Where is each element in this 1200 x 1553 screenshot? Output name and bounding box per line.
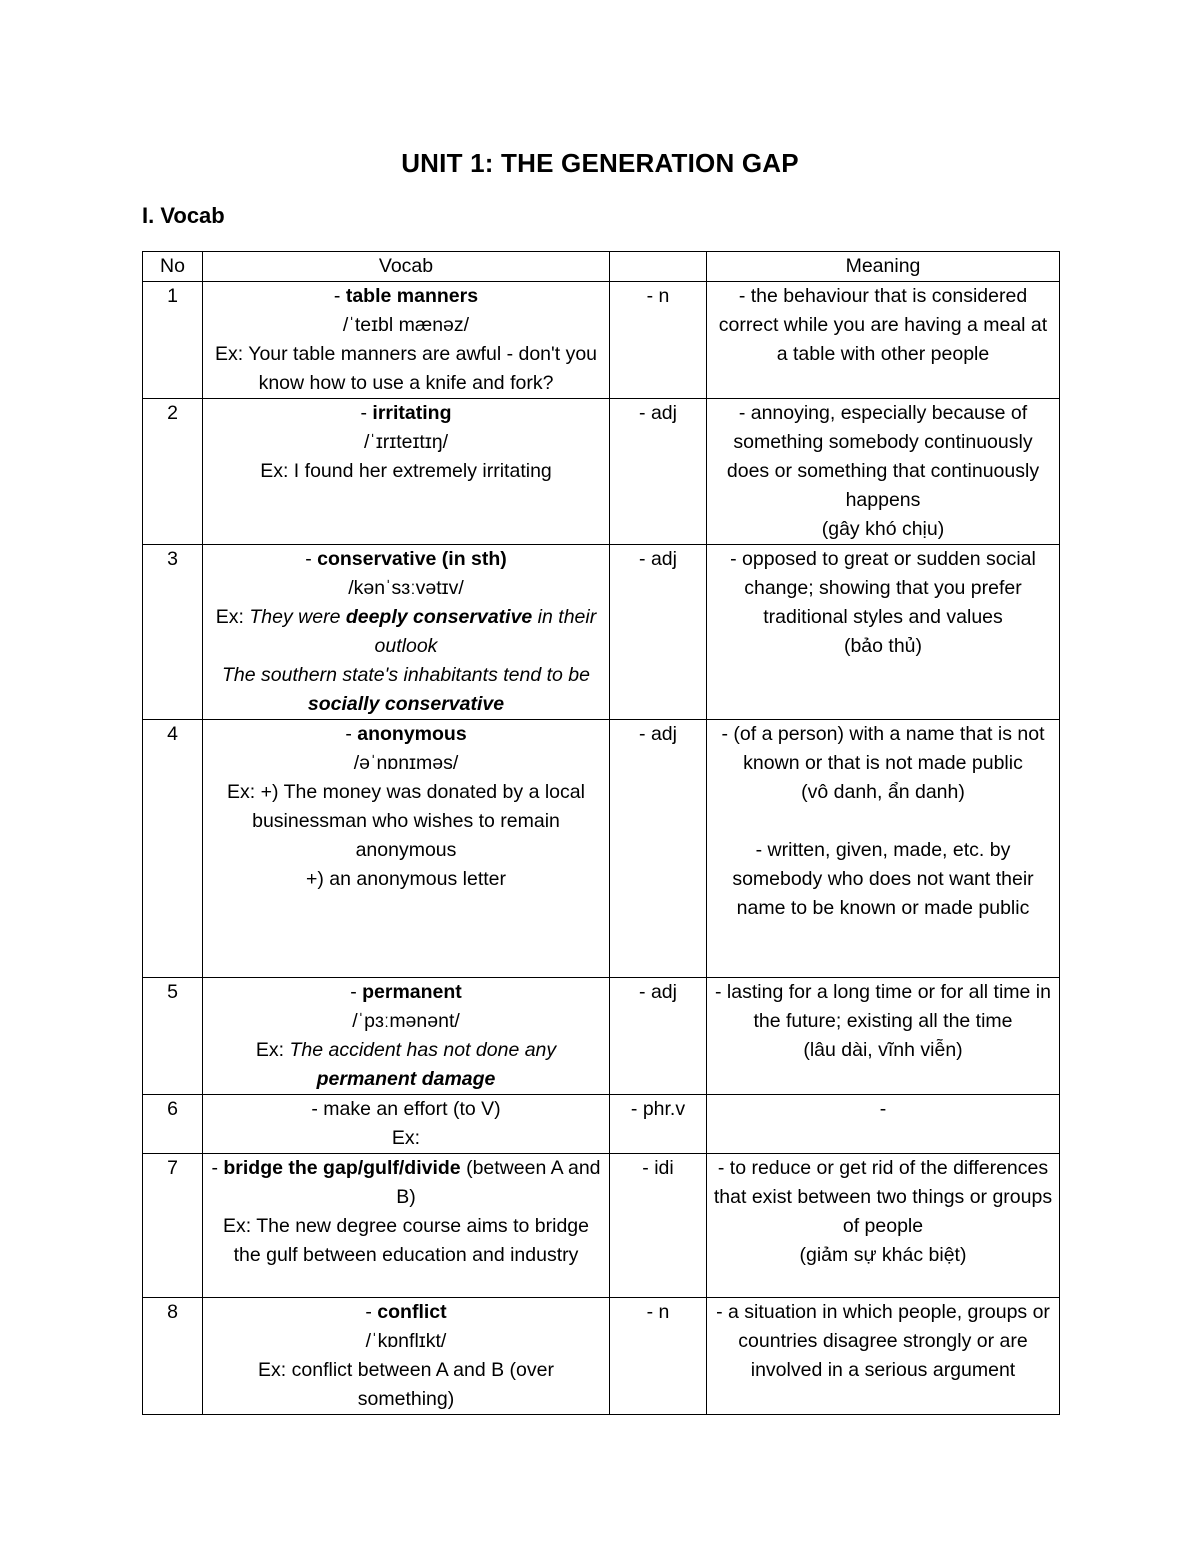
meaning-cell	[707, 1154, 1060, 1298]
table-row	[143, 399, 1060, 545]
word-prefix: -	[211, 1157, 224, 1179]
table-row	[143, 1154, 1060, 1298]
meaning-cell	[707, 978, 1060, 1095]
pronunciation: /əˈnɒnɪməs/	[353, 752, 459, 774]
meaning-text: - annoying, especially because of something somebody continuously does or something that continuously happens	[726, 402, 1040, 511]
meaning-text: -	[879, 1098, 887, 1120]
table-row	[143, 1298, 1060, 1415]
vocab-word: conflict	[377, 1301, 447, 1323]
table-row	[143, 282, 1060, 399]
meaning-text: - (of a person) with a name that is not known or that is not made public	[721, 723, 1045, 774]
meaning-translation: (lâu dài, vĩnh viễn)	[803, 1039, 963, 1061]
pronunciation: /ˈɪrɪteɪtɪŋ/	[363, 431, 449, 453]
meaning-text: - opposed to great or sudden social change; showing that you prefer traditional styles and values	[730, 548, 1036, 628]
meaning-translation: (gây khó chịu)	[821, 518, 945, 540]
table-row	[143, 545, 1060, 720]
meaning-text: - to reduce or get rid of the differences that exist between two things or groups of people	[713, 1157, 1053, 1237]
meaning-translation: (giảm sự khác biệt)	[799, 1244, 967, 1266]
vocab-cell	[203, 978, 610, 1095]
vocab-word: anonymous	[357, 723, 467, 745]
header-pos	[610, 252, 707, 282]
word-prefix: -	[333, 285, 346, 307]
meaning-cell	[707, 282, 1060, 399]
row-number: 4	[143, 720, 203, 978]
meaning-cell	[707, 545, 1060, 720]
pronunciation: /ˈteɪbl mænəz/	[342, 314, 470, 336]
header-meaning: Meaning	[707, 252, 1060, 282]
section-heading: I. Vocab	[142, 203, 225, 228]
meaning-translation: (vô danh, ẩn danh)	[801, 781, 965, 803]
meaning-cell	[707, 1095, 1060, 1154]
table-row	[143, 1095, 1060, 1154]
vocab-word: permanent	[362, 981, 462, 1003]
row-number: 7	[143, 1154, 203, 1298]
part-of-speech: - n	[610, 1298, 707, 1415]
meaning-cell	[707, 1298, 1060, 1415]
vocab-word: - make an effort (to V)	[311, 1098, 501, 1120]
table-header-row	[143, 252, 1060, 282]
pronunciation: /kənˈsɜːvətɪv/	[348, 577, 464, 599]
word-prefix: -	[365, 1301, 378, 1323]
vocab-cell	[203, 545, 610, 720]
example: Ex: They were deeply conservative in their outlook	[215, 606, 597, 657]
example: Ex: The new degree course aims to bridge the gulf between education and industry	[222, 1215, 589, 1266]
example: Ex: conflict between A and B (over something)	[258, 1359, 554, 1410]
part-of-speech: - phr.v	[610, 1095, 707, 1154]
vocab-cell	[203, 1154, 610, 1298]
vocab-table	[142, 251, 1060, 1415]
example: Ex:	[391, 1127, 421, 1149]
meaning-translation: (bảo thủ)	[843, 635, 923, 657]
vocab-word: bridge the gap/gulf/divide	[223, 1157, 461, 1179]
table-row	[143, 720, 1060, 978]
meaning-text: - written, given, made, etc. by somebody who does not want their name to be known or made public	[732, 839, 1034, 919]
row-number: 1	[143, 282, 203, 399]
vocab-cell	[203, 1095, 610, 1154]
meaning-cell	[707, 399, 1060, 545]
vocab-word: conservative (in sth)	[317, 548, 507, 570]
meaning-text: - lasting for a long time or for all time in the future; existing all the time	[715, 981, 1051, 1032]
part-of-speech: - n	[610, 282, 707, 399]
row-number: 2	[143, 399, 203, 545]
word-prefix: -	[360, 402, 373, 424]
part-of-speech: - adj	[610, 720, 707, 978]
example: The southern state's inhabitants tend to be socially conservative	[222, 664, 590, 715]
row-number: 8	[143, 1298, 203, 1415]
row-number: 3	[143, 545, 203, 720]
vocab-word: irritating	[372, 402, 452, 424]
pronunciation: /ˈkɒnflɪkt/	[365, 1330, 447, 1352]
vocab-cell	[203, 399, 610, 545]
meaning-cell	[707, 720, 1060, 978]
word-suffix: (between A and B)	[396, 1157, 601, 1208]
meaning-text: - a situation in which people, groups or countries disagree strongly or are involved in a serious argument	[716, 1301, 1050, 1381]
header-no: No	[143, 252, 203, 282]
word-prefix: -	[345, 723, 358, 745]
vocab-cell	[203, 720, 610, 978]
word-prefix: -	[350, 981, 363, 1003]
vocab-word: table manners	[345, 285, 479, 307]
row-number: 6	[143, 1095, 203, 1154]
part-of-speech: - idi	[610, 1154, 707, 1298]
example: Ex: The accident has not done any permanent damage	[255, 1039, 557, 1090]
part-of-speech: - adj	[610, 545, 707, 720]
vocab-cell	[203, 282, 610, 399]
pronunciation: /ˈpɜːmənənt/	[352, 1010, 460, 1032]
example: Ex: +) The money was donated by a local businessman who wishes to remain anonymous	[227, 781, 585, 861]
table-row	[143, 978, 1060, 1095]
part-of-speech: - adj	[610, 978, 707, 1095]
header-vocab: Vocab	[203, 252, 610, 282]
vocab-cell	[203, 1298, 610, 1415]
example: +) an anonymous letter	[306, 868, 506, 890]
row-number: 5	[143, 978, 203, 1095]
page-title: UNIT 1: THE GENERATION GAP	[401, 148, 799, 178]
part-of-speech: - adj	[610, 399, 707, 545]
example: Ex: Your table manners are awful - don't you know how to use a knife and fork?	[214, 343, 598, 394]
word-prefix: -	[305, 548, 318, 570]
example: Ex: I found her extremely irritating	[260, 460, 552, 482]
meaning-text: - the behaviour that is considered correct while you are having a meal at a table with other people	[718, 285, 1048, 365]
